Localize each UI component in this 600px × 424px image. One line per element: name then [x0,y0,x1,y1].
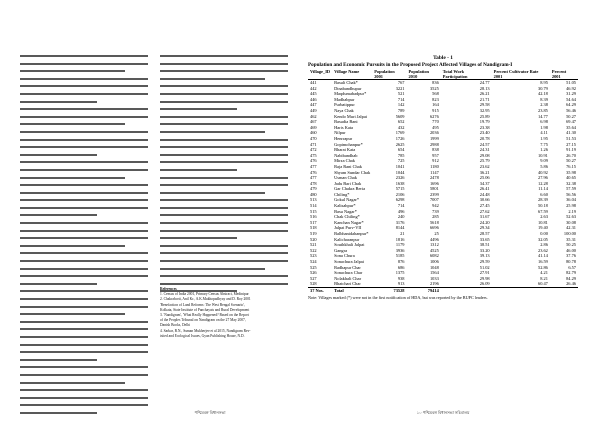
percent-2001-cell: 76.15 [566,163,576,169]
cultivator-rate-cell: 5.86 [540,163,548,169]
percent-2001-cell: 51.05 [566,80,576,85]
population-2001-cell: 5609 [395,113,405,119]
work-participation-cell: 28.13 [479,85,490,91]
village-name-cell: Basuli Chak* [334,80,358,85]
population-2001-cell: 1816 [395,236,405,242]
village-name-cell: Mirza Chak [334,158,355,164]
population-2010-cell: 1180 [430,163,439,169]
population-2010-cell: 1312 [429,242,439,248]
population-2010-cell: 4496 [429,236,439,242]
cultivator-rate-cell: 2.38 [540,102,548,108]
percent-2001-cell: 26.46 [566,281,576,287]
village-name-cell: Jadu Bari Chak [334,180,362,186]
reference-item: Kolkata, State Institute of Panchayats and Rural Development [160,307,250,312]
village-name-cell: Basu Nagar* [334,208,357,214]
village-name-cell: Sona Chura [334,253,355,259]
population-2010-cell: 568 [432,91,439,97]
header-population-2010: Population 2010 [406,69,440,80]
cultivator-rate-cell: 30.79 [538,85,548,91]
village-id-cell: 523 [310,253,317,259]
village-id-cell: 480 [310,191,317,197]
work-participation-cell: 27.62 [479,208,490,214]
cultivator-rate-cell: 12.28 [538,180,548,186]
table-title: Table - 1 [433,55,453,61]
population-2010-cell: 4525 [429,247,439,253]
cultivator-rate-cell: 4.21 [540,270,548,276]
village-id-cell: 472 [310,147,317,153]
village-name-cell: Haris Kata [334,124,353,130]
population-2010-cell: 6696 [429,225,439,231]
percent-2001-cell: 37.76 [566,253,576,259]
cultivator-rate-cell: 4.11 [540,130,548,136]
population-2001-cell: 1041 [395,163,405,169]
village-id-cell: 449 [310,107,317,113]
population-2010-cell: 2478 [429,175,439,181]
work-participation-cell: 29.08 [479,152,490,158]
right-page-table-section [308,55,578,395]
population-2010-cell: 739 [432,208,439,214]
population-2010-cell: 1048 [429,264,439,270]
percent-2001-cell: 64.29 [566,102,576,108]
work-participation-cell: 31.67 [479,214,490,220]
percent-2001-cell: 30.08 [566,219,576,225]
village-name-cell: Usman Chak [334,175,357,181]
work-participation-cell: 25.79 [479,158,490,164]
header-village-name: Village Name [332,69,372,80]
village-id-cell: 470 [310,135,317,141]
population-2001-cell: 3936 [395,247,405,253]
work-participation-cell: 26.21 [479,91,490,97]
total-label: 37 Nos. [308,287,332,293]
village-id-cell: 477 [310,175,317,181]
percent-2001-cell: 25.98 [566,203,576,209]
percent-2001-cell: 91.19 [566,147,576,153]
population-2001-cell: 1726 [395,135,405,141]
percent-2001-cell: 50.27 [566,113,576,119]
population-2010-cell: 3525 [429,85,439,91]
population-2001-cell: 496 [397,208,405,214]
header-total-work-participation: Total Work Participation [441,69,492,80]
village-name-cell: Basudia Bani [334,119,358,125]
village-name-cell: Bhatchari Char [334,281,361,287]
village-name-cell: Kalicharanpur [334,236,360,242]
percent-2001-cell: 2.19 [568,208,576,214]
village-id-cell: 471 [310,141,317,147]
cultivator-rate-cell: 0.00 [540,231,548,237]
work-participation-cell: 39.13 [479,253,490,259]
population-2010-cell: 285 [432,214,439,220]
percent-2001-cell: 56.56 [566,191,576,197]
work-participation-cell: 24.20 [479,219,490,225]
village-id-cell: 447 [310,102,317,108]
village-id-cell: 525 [310,264,317,270]
percent-2001-cell: 50.27 [566,158,576,164]
village-id-cell: 476 [310,169,317,175]
village-id-cell: 441 [310,80,317,85]
percent-2001-cell: 82.79 [566,270,576,276]
work-participation-cell: 26.09 [479,281,490,287]
total-population-2010: 79414 [406,287,440,293]
population-2001-cell: 432 [397,124,405,130]
population-2001-cell: 240 [397,214,405,220]
cultivator-rate-cell: 19.40 [538,225,548,231]
cultivator-rate-cell: 16.59 [538,259,548,264]
table-total-row [308,287,578,293]
population-2001-cell: 767 [397,80,405,85]
cultivator-rate-cell: 1.98 [540,124,548,130]
village-name-cell: Nolakhali Char [334,275,362,281]
work-participation-cell: 29.59 [479,259,490,264]
population-2001-cell: 3176 [395,219,405,225]
cultivator-rate-cell: 14.77 [538,113,548,119]
village-id-cell: 522 [310,247,317,253]
cultivator-rate-cell: 7.75 [540,141,548,147]
population-2001-cell: 686 [397,264,405,270]
village-id-cell: 524 [310,259,317,264]
work-participation-cell: 26.41 [479,186,490,192]
reference-item: of the Peoples Tribunal on Nandigram on the 27 May 2007, [160,318,246,323]
work-participation-cell: 34.37 [479,180,490,186]
cultivator-rate-cell: 27.96 [538,175,548,181]
village-name-cell: Purbatippur [334,102,355,108]
village-id-cell: 516 [310,214,317,220]
village-id-cell: 513 [310,197,317,203]
village-name-cell: Gopimohanpur* [334,141,363,147]
village-id-cell: 479 [310,186,317,192]
population-2010-cell: 942 [432,203,439,209]
work-participation-cell: 23.38 [479,124,490,130]
village-id-cell: 518 [310,225,317,231]
village-id-cell: 467 [310,119,317,125]
population-2010-cell: 1006 [429,259,439,264]
population-2001-cell: 652 [397,119,405,125]
village-name-cell: Radhapur Char [334,264,361,270]
population-2001-cell: 789 [397,107,405,113]
village-id-cell: 445 [310,91,317,97]
village-name-cell: Gokul Nagar* [334,197,360,203]
population-2001-cell: 1044 [395,169,405,175]
population-2001-cell: 1638 [395,180,405,186]
village-name-cell: Raja Rani Chak [334,163,362,169]
work-participation-cell: 38.51 [479,242,490,248]
cultivator-rate-cell: 2.86 [540,242,548,248]
population-2001-cell: 876 [397,259,405,264]
cultivator-rate-cell: 41.14 [538,253,548,259]
cultivator-rate-cell: 8.39 [540,96,548,102]
left-page-footer: পশ্চিমবঙ্গ বিধানসভা [194,410,226,415]
village-name-cell: Chak Chiling* [334,214,360,220]
village-id-cell: 520 [310,236,317,242]
cultivator-rate-cell: 6.98 [540,119,548,125]
population-2010-cell: 2196 [429,281,439,287]
population-2001-cell: 938 [397,275,405,281]
population-2010-cell: 2036 [429,130,439,136]
work-participation-cell: 29.98 [479,275,490,281]
percent-2001-cell: 40.65 [566,175,576,181]
table-subtitle: Population and Economic Pursuits in the Proposed Project Affected Villages of Nandigram-I [308,62,513,68]
population-2010-cell: 5618 [429,219,439,225]
population-2001-cell: 2106 [395,191,405,197]
village-name-cell: Shyam Sundar Chak [334,169,371,175]
work-participation-cell: 21.71 [479,96,490,102]
cultivator-rate-cell: 23.85 [538,107,548,113]
population-2010-cell: 2988 [429,141,439,147]
village-name-cell: Madhabpur [334,96,355,102]
reference-item: Danish Books, Delhi [160,323,191,328]
population-2001-cell: 21 [400,231,405,237]
population-2001-cell: 1769 [395,130,405,136]
work-participation-cell: 29.58 [479,102,490,108]
village-name-cell: Bharat Kata [334,147,356,153]
village-name-cell: Nabibandhab [334,152,358,158]
village-id-cell: 526 [310,270,317,276]
cultivator-rate-cell: 8.21 [540,275,548,281]
village-name-cell: Southkhali Jalpai [334,242,365,248]
cultivator-rate-cell: 32.05 [538,236,548,242]
population-2001-cell: 1375 [395,270,405,276]
population-2010-cell: 1147 [430,169,439,175]
village-name-cell: Nilpur [334,130,346,136]
total-name: Total [332,287,372,293]
population-2001-cell: 142 [397,102,405,108]
work-participation-cell: 29.34 [479,225,490,231]
population-2001-cell: 2326 [395,175,405,181]
work-participation-cell: 24.77 [479,80,490,85]
population-2010-cell: 912 [432,158,439,164]
work-participation-cell: 24.48 [479,191,490,197]
percent-2001-cell: 31.29 [566,91,576,97]
population-2010-cell: 1033 [429,275,439,281]
reference-item: 'Benefaction of Land Reforms: The West Bengal Scenario', [160,302,245,307]
village-id-cell: 519 [310,231,317,237]
table-header-row [308,69,578,80]
cultivator-rate-cell: 67.59 [538,208,548,214]
population-2001-cell: 1179 [395,242,405,248]
work-participation-cell: 33.65 [479,236,490,242]
village-id-cell: 460 [310,130,317,136]
villages-table [308,69,578,294]
village-name-cell: Kalisahpur* [334,203,356,209]
village-name-cell: Chiling* [334,191,350,197]
work-participation-cell: 28.57 [479,231,490,237]
population-2010-cell: 25 [434,231,439,237]
percent-2001-cell: 51.53 [566,135,576,141]
village-id-cell: 528 [310,281,317,287]
reference-item: 2. Chakraborti, Anil Kr., A.K.Mukhopadhyay and D. Roy 2001 [160,297,251,302]
work-participation-cell: 27.91 [479,270,490,276]
cultivator-rate-cell: 50.18 [538,203,548,209]
population-2010-cell: 836 [432,80,439,85]
population-2001-cell: 3221 [395,85,405,91]
population-2010-cell: 1999 [429,135,439,141]
percent-2001-cell: 56.46 [566,107,576,113]
village-name-cell: Maqdumabadpur* [334,91,367,97]
right-page-footer: ১০ পশ্চিমবঙ্গ বিধানসভা সচিবালয় [416,410,470,415]
population-2010-cell: 957 [432,152,439,158]
percent-2001-cell: 35.64 [566,124,576,130]
village-name-cell: Kanchan Nagar* [334,219,364,225]
population-2010-cell: 1696 [429,180,439,186]
population-2001-cell: 654 [397,147,405,153]
percent-2001-cell: 35.31 [566,236,576,242]
percent-2001-cell: 57.59 [566,186,576,192]
references-heading: References [160,287,177,291]
percent-2001-cell: 46.00 [566,247,576,253]
work-participation-cell: 20.78 [479,135,490,141]
population-2001-cell: 785 [397,152,405,158]
village-name-cell: Dinabandhupur [334,85,362,91]
village-name-cell: Henrrapur [334,135,353,141]
cultivator-rate-cell: 8.95 [540,80,548,85]
village-id-cell: 515 [310,208,317,214]
village-name-cell: Balbhanidahanpur* [334,231,369,237]
village-id-cell: 517 [310,219,317,225]
left-text-column-1 [20,55,148,355]
reference-item: 4. Sarkar, B.N., Suman Mukherjee et al 2015, Nandigram Rev- [160,328,251,333]
cultivator-rate-cell: 52.86 [538,264,548,270]
reference-item: 3. 'Nandigram', 'What Really Happened? Based on the Report [160,313,249,318]
population-2001-cell: 8144 [395,225,405,231]
cultivator-rate-cell: 10.81 [538,219,548,225]
population-2010-cell: 6082 [429,253,439,259]
percent-2001-cell: 46.92 [566,85,576,91]
reference-item: 1. Census of India 2001, Primary Census Abstract, Medinipur [160,292,249,297]
village-name-cell: Gar Chakra Beria [334,186,366,192]
percent-2001-cell: 35.98 [566,169,576,175]
village-name-cell: Sonachura Char [334,270,363,276]
population-2010-cell: 915 [432,107,439,113]
population-2001-cell: 5715 [395,186,405,192]
village-id-cell: 469 [310,124,317,130]
reference-item: isited and Ecological Issues, Gyan Publishing House, N.D. [160,333,245,338]
village-id-cell: 475 [310,152,317,158]
cultivator-rate-cell: 10.91 [538,152,548,158]
population-2010-cell: 495 [432,124,439,130]
work-participation-cell: 51.02 [479,264,490,270]
population-2001-cell: 521 [397,91,405,97]
village-id-cell: 446 [310,96,317,102]
cultivator-rate-cell: 23.62 [538,247,548,253]
work-participation-cell: 33.20 [479,247,490,253]
header-percent-2001: Percent 2001 [550,69,578,80]
population-2001-cell: 2625 [395,141,405,147]
population-2010-cell: 2399 [429,191,439,197]
village-id-cell: 527 [310,275,317,281]
population-2001-cell: 714 [397,203,405,209]
work-participation-cell: 24.31 [479,147,490,153]
village-id-cell: 442 [310,85,317,91]
percent-2001-cell: 36.04 [566,197,576,203]
village-id-cell: 514 [310,203,317,209]
cultivator-rate-cell: 60.47 [538,281,548,287]
work-participation-cell: 25.89 [479,113,490,119]
percent-2001-cell: 54.64 [566,96,576,102]
cultivator-rate-cell: 2.63 [540,214,548,220]
village-name-cell: Kendo Muri Jalpai [334,113,368,119]
village-id-cell: 477 [310,163,317,169]
population-2001-cell: 714 [397,96,405,102]
table-note: Note: Villages marked (*) were not in the first notification of HDA, but was reported by the BUPC leaders. [308,294,488,300]
total-population-2001: 73528 [372,287,406,293]
village-id-cell: 476 [310,158,317,164]
population-2001-cell: 5185 [395,253,405,259]
work-participation-cell: 30.66 [479,197,490,203]
percent-2001-cell: 27.15 [566,141,576,147]
population-2010-cell: 1564 [429,270,439,276]
cultivator-rate-cell: 42.18 [538,91,548,97]
work-participation-cell: 32.95 [479,107,490,113]
percent-2001-cell: 69.47 [566,119,576,125]
population-2010-cell: 838 [432,147,439,153]
percent-2001-cell: 84.29 [566,275,576,281]
work-participation-cell: 36.21 [479,169,490,175]
village-name-cell: Jalpai Purv-VII [334,225,362,231]
percent-2001-cell: 50.25 [566,242,576,248]
population-2010-cell: 823 [432,96,439,102]
cultivator-rate-cell: 28.39 [538,197,548,203]
population-2001-cell: 913 [397,281,405,287]
population-2001-cell: 725 [397,158,405,164]
percent-2001-cell: 26.70 [566,152,576,158]
cultivator-rate-cell: 9.09 [540,158,548,164]
work-participation-cell: 27.45 [479,203,490,209]
percent-2001-cell: 52.63 [566,214,576,220]
cultivator-rate-cell: 11.14 [538,186,548,192]
percent-2001-cell: 32.38 [566,180,576,186]
cultivator-rate-cell: 6.60 [540,191,548,197]
percent-2001-cell: 41.30 [566,130,576,136]
work-participation-cell: 25.06 [479,175,490,181]
population-2010-cell: 5801 [429,186,439,192]
population-2010-cell: 770 [432,119,439,125]
village-id-cell: 521 [310,242,317,248]
work-participation-cell: 19.79 [479,119,490,125]
work-participation-cell: 23.62 [479,163,490,169]
left-page-text [20,55,288,403]
work-participation-cell: 23.40 [479,130,490,136]
percent-2001-cell: 6.57 [568,264,576,270]
header-population-2001: Population 2001 [372,69,406,80]
village-id-cell: 478 [310,180,317,186]
village-name-cell: Sonachura Jalpai [334,259,364,264]
table-body [308,80,578,288]
header-village-id: Village_ID [308,69,332,80]
village-name-cell: Naya Chak [334,107,354,113]
population-2001-cell: 6298 [395,197,405,203]
population-2010-cell: 6276 [429,113,439,119]
percent-2001-cell: 80.78 [566,259,576,264]
percent-2001-cell: 100.00 [563,231,576,237]
references-list [160,287,300,339]
population-2010-cell: 164 [432,102,439,108]
work-participation-cell: 24.57 [479,141,490,147]
village-name-cell: Gangra [334,247,348,253]
cultivator-rate-cell: 1.95 [540,135,548,141]
village-id-cell: 462 [310,113,317,119]
header-percent-cultivator: Percent Cultivator Rate 2001 [492,69,550,80]
percent-2001-cell: 42.31 [566,225,576,231]
cultivator-rate-cell: 40.92 [538,169,548,175]
population-2010-cell: 7007 [429,197,439,203]
cultivator-rate-cell: 1.26 [540,147,548,153]
